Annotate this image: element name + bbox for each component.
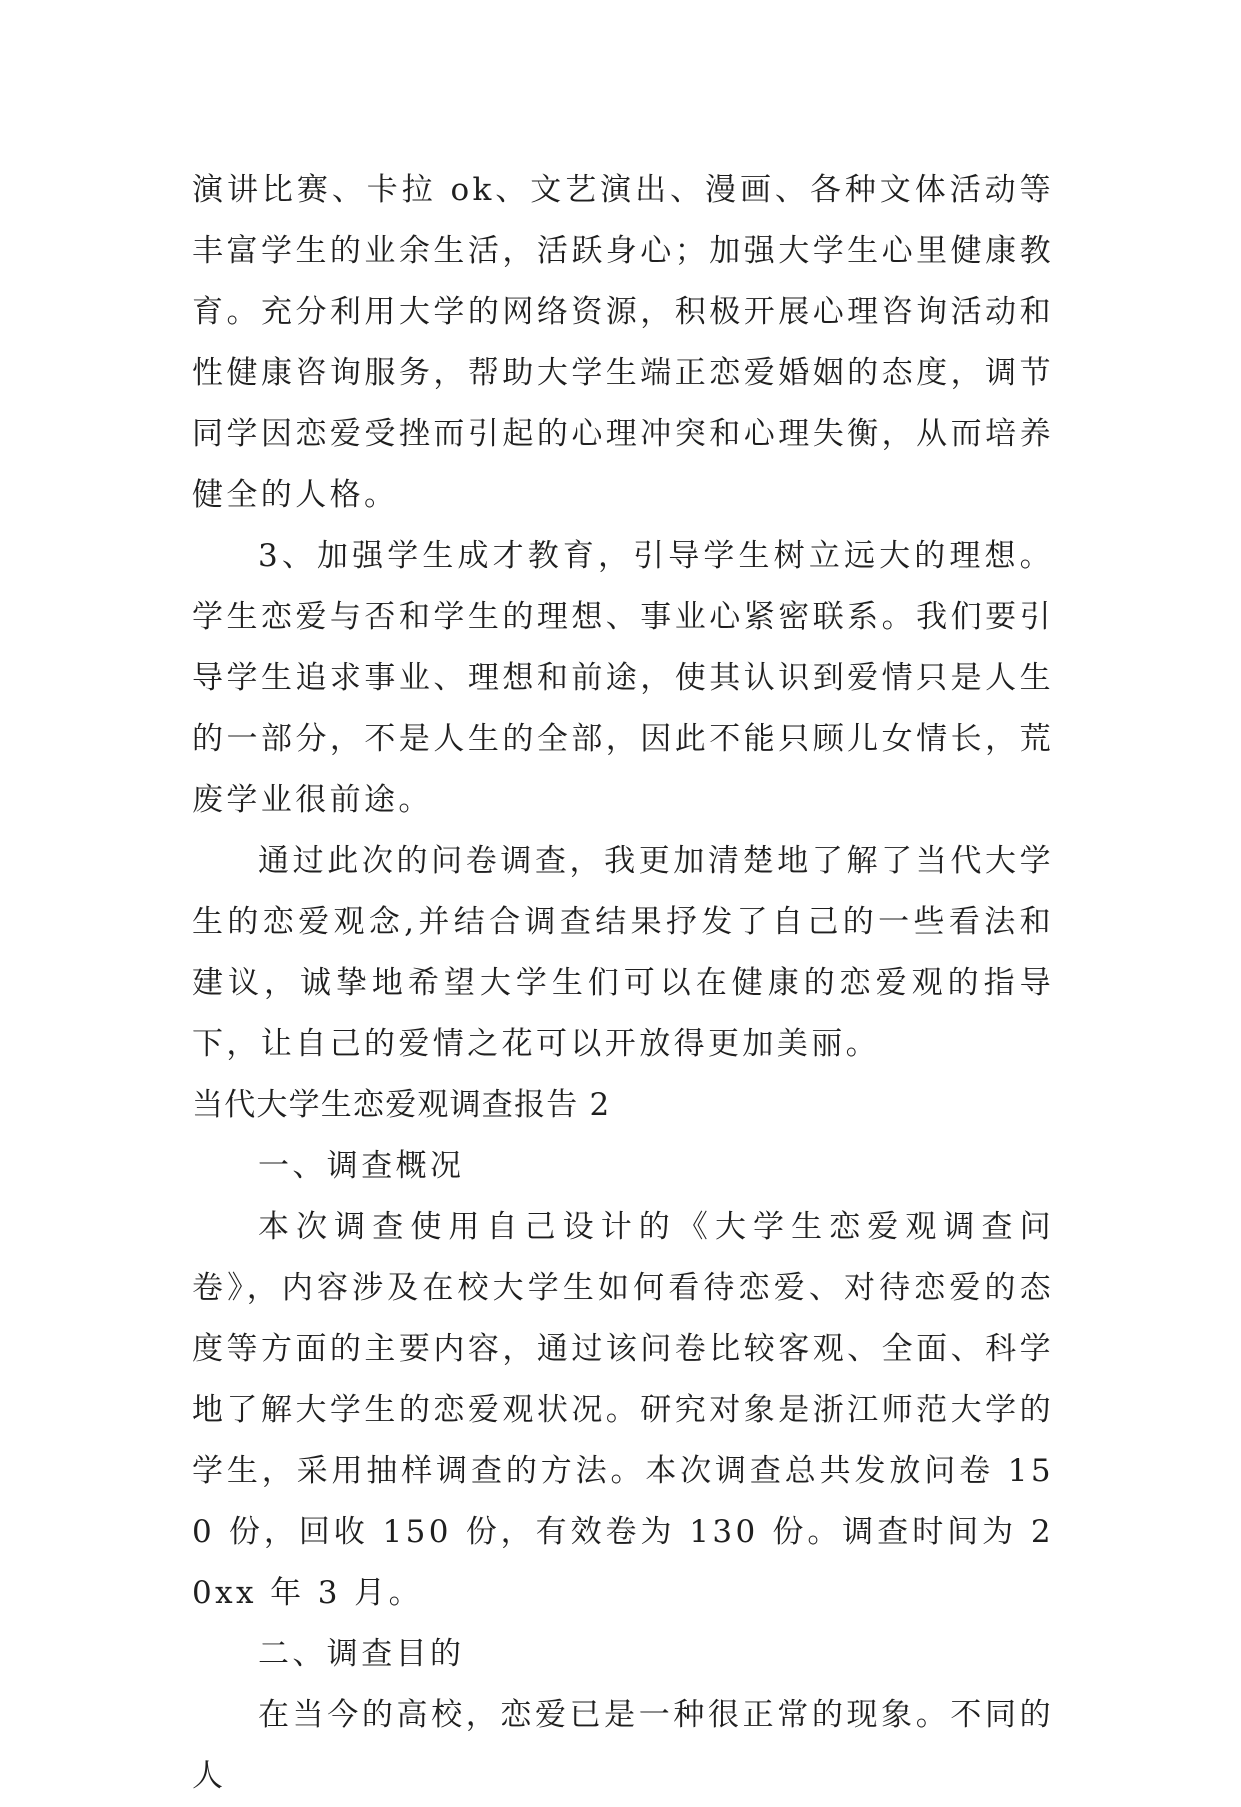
section-heading-overview: 一、调查概况 [258, 1148, 465, 1184]
paragraph-activities: 演讲比赛、卡拉 ok、文艺演出、漫画、各种文体活动等丰富学生的业余生活，活跃身心；加强大学生心里健康教育。充分利用大学的网络资源，积极开展心理咨询活动和性健康咨询服务，帮助大学生端正恋爱婚姻的态度，调节同学因恋爱受挫而引起的心理冲突和心理失衡，从而培养健全的人格。 [192, 172, 1054, 513]
paragraph-conclusion: 通过此次的问卷调查，我更加清楚地了解了当代大学生的恋爱观念,并结合调查结果抒发了自己的一些看法和建议，诚挚地希望大学生们可以在健康的恋爱观的指导下，让自己的爱情之花可以开放得更加美丽。 [192, 843, 1054, 1062]
paragraph-career-education: 3、加强学生成才教育，引导学生树立远大的理想。学生恋爱与否和学生的理想、事业心紧密联系。我们要引导学生追求事业、理想和前途，使其认识到爱情只是人生的一部分，不是人生的全部，因此不能只顾儿女情长，荒废学业很前途。 [192, 538, 1054, 818]
paragraph-purpose: 在当今的高校，恋爱已是一种很正常的现象。不同的人 [192, 1697, 1054, 1794]
paragraph-overview: 本次调查使用自己设计的《大学生恋爱观调查问卷》，内容涉及在校大学生如何看待恋爱、对待恋爱的态度等方面的主要内容，通过该问卷比较客观、全面、科学地了解大学生的恋爱观状况。研究对象是浙江师范大学的学生，采用抽样调查的方法。本次调查总共发放问卷 150 份，回收 150 份，有效卷为 130 份。调查时间为 20xx 年 3 月。 [192, 1209, 1054, 1611]
section-heading-purpose: 二、调查目的 [258, 1636, 465, 1672]
report-title: 当代大学生恋爱观调查报告 2 [192, 1087, 611, 1123]
document-body [192, 160, 1054, 1807]
